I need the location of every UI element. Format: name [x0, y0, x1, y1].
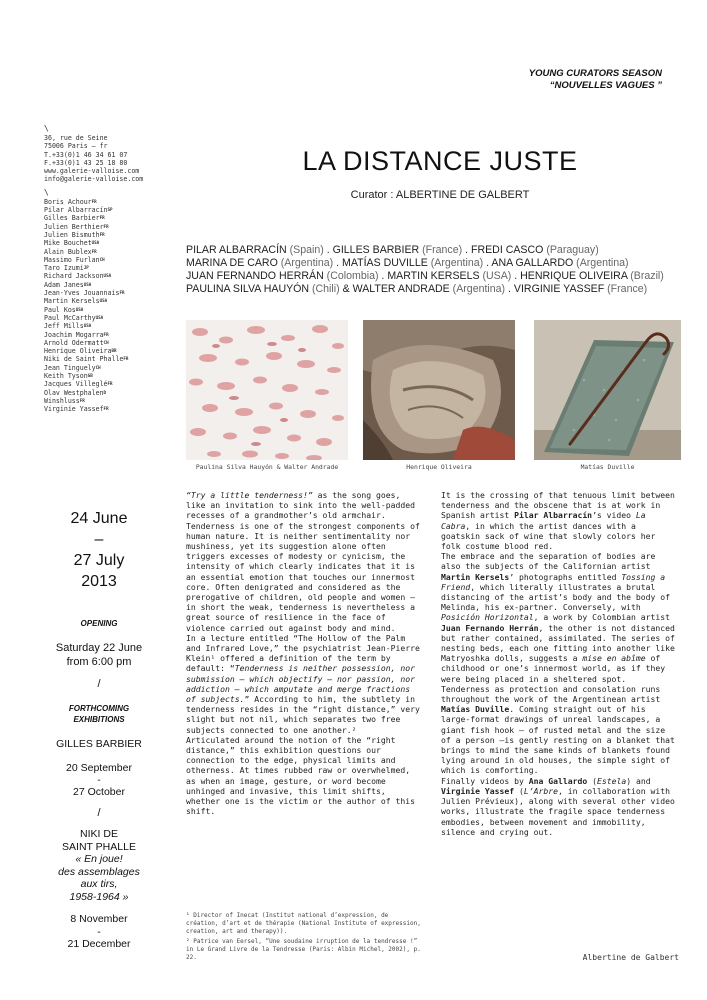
opening-time: from 6:00 pm: [66, 656, 132, 668]
artist-name: Jean-Yves Jouannais: [44, 289, 120, 298]
essay-column-1: [186, 490, 424, 817]
artist-list-item: [44, 355, 162, 363]
text: , the other is not distanced but rather contained, assimilated. The series of nesting beds, each one fitting into another like Matryoshka dolls, suggests a: [441, 622, 675, 664]
country-tag: CH: [99, 256, 105, 262]
artist-country: (Colombia): [323, 270, 379, 282]
artist-list-item: [44, 380, 162, 388]
paragraph: [441, 551, 679, 684]
country-tag: FR: [99, 215, 105, 221]
work-title: La Cabra: [441, 510, 646, 531]
artist-name: . FREDI CASCO: [462, 244, 544, 256]
paragraph: [186, 633, 424, 735]
country-tag: CH: [103, 339, 109, 345]
artists-line: [186, 244, 686, 257]
quote: “Try a little tenderness!”: [186, 490, 313, 500]
artwork-image-hook: [534, 320, 681, 460]
exhibition-start: 8 November: [70, 913, 128, 925]
date-dash: -: [97, 925, 101, 938]
exhibition-title-1: « En joue!: [75, 853, 123, 865]
text: (: [587, 775, 597, 786]
country-tag: FR: [99, 231, 105, 237]
artist-list-item: [44, 231, 162, 239]
artist-list-item: [44, 239, 162, 247]
artist-name: Joachim Mogarra: [44, 330, 104, 339]
paragraph: [441, 776, 679, 837]
artist-name: Pilar Albarracín: [514, 510, 593, 521]
text: In a lecture entitled “The Hollow of the Palm and Infrared Love,” the psychiatrist Jean-Pierre Klein¹ offered a definition of the term by default: “: [186, 632, 420, 674]
artist-list-item: [44, 347, 162, 355]
gallery-sidebar: [44, 124, 162, 414]
email-link[interactable]: info@galerie-valloise.com: [44, 175, 144, 184]
artist-country: (Argentina): [427, 257, 484, 269]
artist-country: (Argentina): [573, 257, 629, 269]
work-title: L’Arbre: [523, 785, 558, 796]
quote: Tenderness is neither possession, nor submission – which objectify – nor passion, nor addiction – which amputate and merge fractions of subjects.: [186, 663, 416, 705]
artist-list-item: [44, 331, 162, 339]
paragraph: [441, 684, 679, 776]
country-tag: USA: [83, 281, 92, 287]
artist-country: (Brazil): [627, 270, 664, 282]
artists-line: [186, 283, 686, 296]
artist-name: Juan Fernando Herrán: [441, 622, 539, 633]
artist-name: . HENRIQUE OLIVEIRA: [511, 270, 628, 282]
exhibition-artist: GILLES BARBIER: [56, 738, 142, 750]
artist-country: (Paraguay): [543, 244, 599, 256]
artist-name: Virginie Yassef: [44, 405, 104, 414]
text: , a work by Colombian artist: [533, 612, 671, 623]
exhibition-dates: [44, 508, 154, 592]
country-tag: FR: [123, 356, 129, 362]
website-link[interactable]: www.galerie-valloise.com: [44, 167, 140, 176]
phrase: mise en abîme: [582, 653, 646, 664]
text: Finally videos by: [441, 775, 529, 786]
artist-list-item: [44, 364, 162, 372]
artist-name: JUAN FERNANDO HERRÁN: [186, 270, 324, 282]
artist-name: . MARTIN KERSELS: [378, 270, 480, 282]
artists-line: [186, 270, 686, 283]
text: ’s video: [592, 510, 636, 521]
year: 2013: [81, 573, 117, 590]
artist-list-item: [44, 256, 162, 264]
artist-name: Arnold Odermatt: [44, 338, 104, 347]
caption: Henrique Oliveira: [406, 463, 472, 471]
text: ’ photographs entitled: [509, 571, 622, 582]
artist-list-item: [44, 248, 162, 256]
artist-list-item: [44, 306, 162, 314]
country-tag: JP: [83, 265, 89, 271]
exhibition-title-4: 1958-1964 »: [69, 890, 129, 903]
country-tag: USA: [91, 240, 100, 246]
fax-line: F.+33(0)1 43 25 18 80: [44, 158, 128, 167]
signature: Albertine de Galbert: [582, 953, 679, 962]
artist-list-item: [44, 223, 162, 231]
artist-list-item: [44, 322, 162, 330]
text: ” According to him, the subtlety in tenderness resides in the “right distance,” very slight but not nil, which separates two free subjects connected to one another.²: [186, 694, 420, 735]
artwork-image-wood: [363, 320, 515, 460]
end-date: 27 July: [73, 552, 125, 569]
text: as the song goes, like an invitation to sink into the well-padded recesses of a grandmother’s old armchair. Tenderness is one of the strongest components of human nature. It is neither sentimentality nor mushiness, yet its suggestion alone often triggers excesses of modesty or cynicism, the intensity of which clearly indicates that it is an essential emotion that touches our innermost core. Often denigrated and considered as the prerogative of children, old people and women – in short the weak, tenderness is nevertheless a great source of resilience in the face of violence carried out against body and mind.: [186, 490, 420, 633]
caption: Paulina Silva Hauyón & Walter Andrade: [195, 463, 339, 471]
address-line: 36, rue de Seine: [44, 134, 108, 142]
exhibition-barbier: [34, 738, 164, 820]
artist-name: & WALTER ANDRADE: [339, 283, 450, 295]
country-tag: FR: [107, 381, 113, 387]
artist-list-item: [44, 214, 162, 222]
opening-day: Saturday 22 June: [55, 642, 143, 654]
artist-name: Olav Westphalen: [44, 388, 104, 397]
country-tag: USA: [75, 306, 84, 312]
text: of childhood or one’s innermost world, as if they were being placed in a sheltered spot.: [441, 653, 666, 684]
forthcoming-title-2: EXHIBITIONS: [73, 715, 125, 724]
text: ) and: [626, 775, 651, 786]
date-dash: -: [97, 775, 101, 786]
exhibition-title-3: aux tirs,: [80, 878, 118, 890]
country-tag: BR: [111, 348, 117, 354]
text: The embrace and the separation of bodies are also the subjects of the Californian artist: [441, 551, 656, 572]
country-tag: SP: [107, 207, 113, 213]
artists-line: [186, 257, 686, 270]
artist-list-item: [44, 405, 162, 413]
artist-name: Boris Achour: [44, 197, 92, 206]
artist-name: PAULINA SILVA HAUYÓN: [186, 283, 310, 295]
opening-heading: OPENING: [80, 619, 118, 628]
artist-name: Virginie Yassef: [441, 785, 515, 796]
divider-slash: /: [97, 678, 101, 690]
text: , in which the artist dances with a goatskin sack of wine that slowly colors her folk costume blood red.: [441, 520, 656, 552]
artist-name: Richard Jackson: [44, 272, 104, 281]
text: It is the crossing of that tenuous limit between tenderness and the obscene that is at work in Spanish artist: [441, 490, 675, 521]
essay-column-2: [441, 490, 679, 837]
forthcoming-heading: [34, 703, 164, 725]
artist-list-item: [44, 206, 162, 214]
curator-line: Curator : ALBERTINE DE GALBERT: [350, 189, 530, 201]
country-tag: FR: [79, 397, 85, 403]
artist-name: Gilles Barbier: [44, 214, 100, 223]
page-title: LA DISTANCE JUSTE: [302, 146, 578, 176]
opening-info: [34, 641, 164, 691]
divider-slash: /: [97, 807, 101, 819]
text: (: [514, 785, 524, 796]
artist-name: Martin Kersels: [441, 571, 510, 582]
text: . Coming straight out of his large-format drawings of unreal landscapes, a giant fish hook – of rusted metal and the size of a person –is gently resting on a blanket that brings to mind the same kinds of blankets found lying around in old houses, the simple sight of which is comforting.: [441, 704, 675, 776]
artist-name: Paul Kos: [44, 305, 76, 314]
artist-name: Jeff Mills: [44, 322, 84, 331]
artist-list-item: [44, 198, 162, 206]
artist-list-item: [44, 339, 162, 347]
season-header: [529, 68, 662, 92]
exhibition-start: 20 September: [66, 762, 132, 774]
country-tag: USA: [99, 298, 108, 304]
country-tag: FR: [103, 406, 109, 412]
divider-slash: \: [44, 124, 49, 133]
country-tag: D: [103, 389, 107, 395]
country-tag: GB: [87, 373, 93, 379]
footnote: ¹ Director of Inecat (Institut national d’expression, de création, d’art et de thérapie (National Institute of expression, creation, art and therapy)).: [186, 912, 421, 935]
text: , which literally illustrates a brutal distancing of the artist’s body and the body of Melinda, his ex-partner. Conversely, with: [441, 581, 671, 613]
artist-country: (Argentina): [277, 257, 334, 269]
address-line: 75006 Paris — fr: [44, 142, 108, 151]
country-tag: CH: [95, 364, 101, 370]
artist-name: Jean Tinguely: [44, 363, 96, 372]
artist-name: Keith Tyson: [44, 372, 88, 381]
artist-name: MARINA DE CARO: [186, 257, 278, 269]
artist-name: Alain Bublex: [44, 247, 92, 256]
artist-name: Ana Gallardo: [528, 775, 588, 786]
artist-name: Taro Izumi: [44, 264, 84, 273]
text: , in collaboration with Julien Prévieux), along with several other video works, illustrate the fragile space tenderness embodies, between movement and immobility, silence and crying out.: [441, 785, 675, 837]
artist-list-item: [44, 297, 162, 305]
artist-name: . GILLES BARBIER: [323, 244, 420, 256]
phone-line: T.+33(0)1 46 34 61 07: [44, 150, 128, 159]
artist-list-item: [44, 389, 162, 397]
artist-name: Henrique Oliveira: [44, 347, 112, 356]
country-tag: USA: [83, 323, 92, 329]
country-tag: FR: [91, 198, 97, 204]
country-tag: FR: [103, 223, 109, 229]
date-dash: –: [94, 531, 104, 548]
exhibition-saint-phalle: [34, 828, 164, 951]
artist-list-item: [44, 289, 162, 297]
artist-list-item: [44, 314, 162, 322]
artist-list-item: [44, 372, 162, 380]
artist-name: Adam Janes: [44, 280, 84, 289]
artist-country: (Spain): [286, 244, 324, 256]
artist-name: Julien Bismuth: [44, 230, 100, 239]
artist-name: Jacques Villeglé: [44, 380, 108, 389]
artist-list-item: [44, 264, 162, 272]
text: Tenderness as protection and consolation runs throughout the work of the Argentinean artist: [441, 683, 661, 705]
start-date: 24 June: [70, 510, 128, 527]
artist-name: . ANA GALLARDO: [483, 257, 574, 269]
artist-country: (Argentina): [449, 283, 506, 295]
footnote: ² Patrice van Eersel, “Une soudaine irruption de la tendresse !” in Le Grand Livre de la Tendresse (Paris: Albin Michel, 2002), p. 22.: [186, 938, 421, 961]
artist-name: Paul McCarthy: [44, 313, 96, 322]
artist-name: Julien Berthier: [44, 222, 104, 231]
work-title: Tossing a Friend: [441, 571, 666, 592]
artist-name: Niki de Saint Phalle: [44, 355, 124, 364]
artist-name: Pilar Albarracín: [44, 206, 108, 215]
artist-name: Massimo Furlan: [44, 255, 100, 264]
exhibition-end: 27 October: [73, 786, 125, 798]
artist-country: (France): [419, 244, 463, 256]
country-tag: USA: [95, 314, 104, 320]
country-tag: FR: [103, 331, 109, 337]
country-tag: USA: [103, 273, 112, 279]
artist-name: Winshluss: [44, 396, 80, 405]
artist-list-item: [44, 397, 162, 405]
artist-name: Martin Kersels: [44, 297, 100, 306]
country-tag: FR: [119, 290, 125, 296]
artist-name: Matías Duville: [441, 704, 510, 715]
divider-slash: \: [44, 187, 49, 197]
exhibition-end: 21 December: [67, 938, 131, 950]
artist-name: PILAR ALBARRACÍN: [186, 244, 287, 256]
work-title: Posición Horizontal: [441, 612, 534, 623]
artist-name: . VIRGINIE YASSEF: [505, 283, 605, 295]
season-line-1: YOUNG CURATORS SEASON: [528, 68, 662, 79]
work-title: Estela: [596, 775, 627, 786]
footnotes: [186, 912, 424, 964]
paragraph: [186, 490, 424, 633]
forthcoming-title-1: FORTHCOMING: [68, 704, 130, 713]
artist-country: (France): [604, 283, 648, 295]
artist-list-item: [44, 272, 162, 280]
caption: Matías Duville: [580, 463, 635, 471]
exhibition-title-2: des assemblages: [58, 865, 140, 878]
gallery-artist-list: [44, 198, 162, 414]
exhibition-artist-2: SAINT PHALLE: [62, 840, 136, 853]
artist-name: . MATÍAS DUVILLE: [333, 257, 428, 269]
paragraph: Articulated around the notion of the “right distance,” this exhibition questions our connection to the edge, physical limits and otherness. At times rubbed raw or overwhelmed, as when an image, gesture, or word become unhinged and invasive, this limit shifts, whether one is the victim or the author of this shift.: [186, 734, 416, 817]
exhibition-artist-1: NIKI DE: [80, 828, 118, 840]
artist-country: (USA): [479, 270, 512, 282]
artist-name: Mike Bouchet: [44, 239, 92, 248]
season-line-2: “NOUVELLES VAGUES ”: [549, 80, 662, 91]
country-tag: FR: [91, 248, 97, 254]
artist-country: (Chili): [309, 283, 340, 295]
artist-list-item: [44, 281, 162, 289]
paragraph: [441, 490, 679, 551]
artwork-image-lipstick: [186, 320, 348, 460]
participating-artists: [186, 244, 686, 296]
